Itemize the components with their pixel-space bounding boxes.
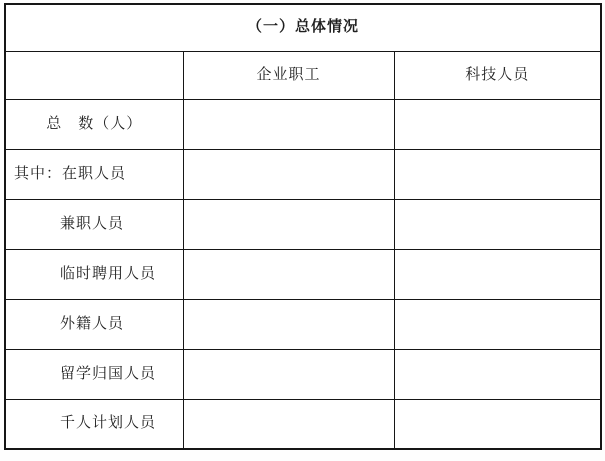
cell-incumbent-tech[interactable] <box>394 149 601 199</box>
cell-returnee-tech[interactable] <box>394 349 601 399</box>
table-row-returnee <box>5 349 601 399</box>
table-row-incumbent <box>5 149 601 199</box>
cell-foreign-enterprise[interactable] <box>183 299 394 349</box>
cell-total-enterprise[interactable] <box>183 99 394 149</box>
table-row-foreign <box>5 299 601 349</box>
corner-empty-cell <box>5 51 183 99</box>
cell-foreign-tech[interactable] <box>394 299 601 349</box>
row-label-returnee: 留学归国人员 <box>5 349 183 399</box>
table-row-thousand-talents <box>5 399 601 449</box>
row-label-temporary: 临时聘用人员 <box>5 249 183 299</box>
row-label-total: 总 数（人） <box>5 99 183 149</box>
row-label-thousand-talents: 千人计划人员 <box>5 399 183 449</box>
row-label-foreign: 外籍人员 <box>5 299 183 349</box>
table-title: （一）总体情况 <box>5 4 601 51</box>
col-header-enterprise-staff: 企业职工 <box>183 51 394 99</box>
cell-returnee-enterprise[interactable] <box>183 349 394 399</box>
cell-temporary-enterprise[interactable] <box>183 249 394 299</box>
cell-temporary-tech[interactable] <box>394 249 601 299</box>
table-row-total <box>5 99 601 149</box>
cell-incumbent-enterprise[interactable] <box>183 149 394 199</box>
table-row-temporary <box>5 249 601 299</box>
cell-parttime-enterprise[interactable] <box>183 199 394 249</box>
column-header-row <box>5 51 601 99</box>
row-label-incumbent: 其中：在职人员 <box>5 149 183 199</box>
title-row <box>5 4 601 51</box>
overview-table <box>4 3 602 450</box>
table-row-parttime <box>5 199 601 249</box>
cell-total-tech[interactable] <box>394 99 601 149</box>
cell-parttime-tech[interactable] <box>394 199 601 249</box>
cell-thousand-talents-tech[interactable] <box>394 399 601 449</box>
cell-thousand-talents-enterprise[interactable] <box>183 399 394 449</box>
col-header-tech-personnel: 科技人员 <box>394 51 601 99</box>
row-label-parttime: 兼职人员 <box>5 199 183 249</box>
